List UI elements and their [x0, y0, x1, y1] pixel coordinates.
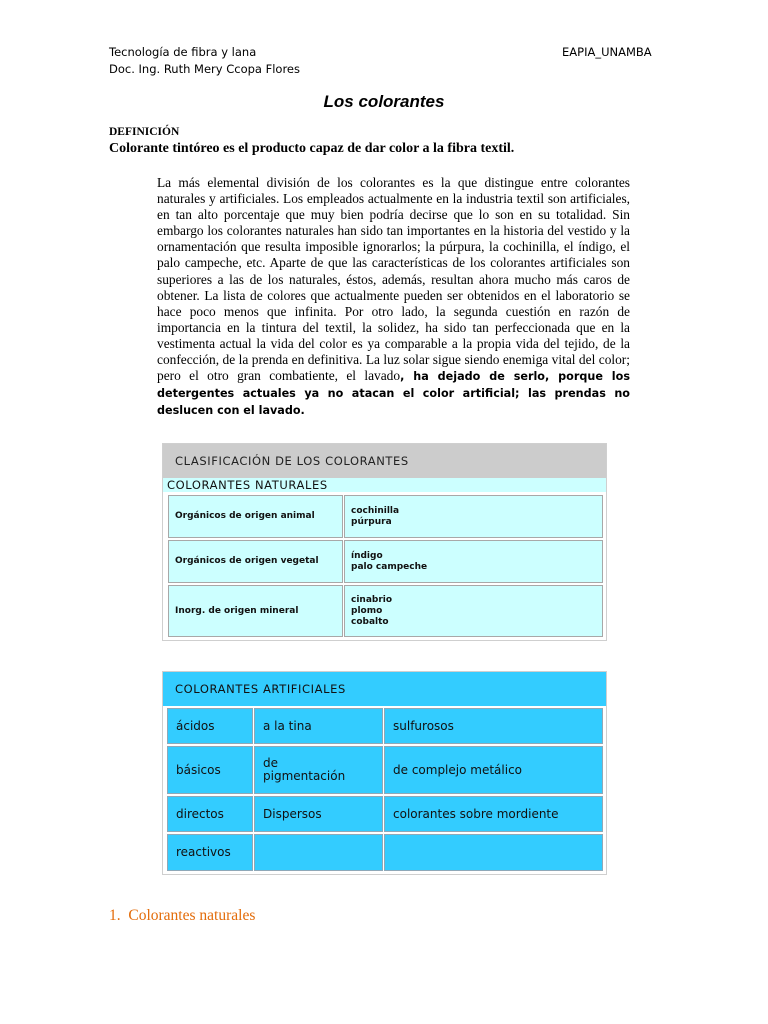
- table-row-label: [168, 495, 343, 538]
- table-cell: Dispersos: [254, 796, 383, 832]
- table-cell: [254, 834, 383, 871]
- definition-statement: Colorante tintóreo es el producto capaz de dar color a la fibra textil.: [109, 141, 515, 156]
- definition-heading: DEFINICIÓN: [109, 126, 180, 138]
- document-title: Los colorantes: [323, 92, 445, 111]
- item-text: púrpura: [351, 516, 392, 527]
- table-row-items: [344, 585, 603, 637]
- section-heading: [109, 907, 255, 925]
- table-cell: [384, 834, 603, 871]
- table-cell: reactivos: [167, 834, 253, 871]
- table-cell: sulfurosos: [384, 708, 603, 744]
- table-cell: de complejo metálico: [384, 746, 603, 794]
- section-number: 1.: [109, 907, 121, 924]
- table-row-label: [168, 585, 343, 637]
- table-row-label: [168, 540, 343, 583]
- table-row-items: [344, 495, 603, 538]
- paragraph-text: La más elemental división de los colorantes es la que distingue entre colorantes naturales y artificiales. Los empleados actualmente en la industria textil son artificiales, en tan alto porcentaje que muy bien podría decirse que lo son en su totalidad. Sin embargo los colorantes naturales han sido tan importantes en la historia del vestido y la ornamentación que resulta imposible ignorarlos; la púrpura, la cochinilla, el índigo, el palo campeche, etc. Aparte de que las características de los colorantes artificiales son superiores a las de los naturales, éstos, además, resultan ahora mucho más caros de obtener. La lista de colores que actualmente pueden ser obtenidos en el laboratorio se hace poco menos que infinita. Por otro lado, la segunda cuestión en razón de importancia en la tintura del textil, la solidez, ha sido tan perfeccionada que en la vestimenta actual la vida del color es ya comparable a la propia vida del tejido, de la confección, de la prenda en definitiva. La luz solar sigue siendo enemiga vital del color; pero el otro gran combatiente, el lavado: [157, 175, 630, 384]
- header-course-title: Tecnología de fibra y lana: [109, 45, 257, 59]
- section-title: Colorantes naturales: [128, 907, 256, 924]
- item-text: cochinilla: [351, 505, 400, 516]
- table-cell: de pigmentación: [254, 746, 383, 794]
- item-text: índigo: [351, 550, 383, 561]
- classification-header: CLASIFICACIÓN DE LOS COLORANTES: [163, 444, 606, 478]
- item-text: palo campeche: [351, 561, 428, 572]
- row-label-text: Orgánicos de origen vegetal: [175, 556, 319, 566]
- table-cell: directos: [167, 796, 253, 832]
- table-cell: a la tina: [254, 708, 383, 744]
- artificial-dyes-table: [162, 671, 607, 875]
- natural-dyes-table: [162, 443, 607, 641]
- intro-paragraph: [157, 175, 630, 419]
- item-text: cinabrio: [351, 594, 393, 605]
- paragraph-bold-tail: , ha dejado de serlo, porque los detergentes actuales ya no atacan el color artificial; las prendas no deslucen con el lavado.: [157, 370, 630, 418]
- table-cell: básicos: [167, 746, 253, 794]
- item-text: plomo: [351, 605, 383, 616]
- artificial-dyes-header: COLORANTES ARTIFICIALES: [163, 672, 606, 706]
- table-row-items: [344, 540, 603, 583]
- natural-dyes-subheader: COLORANTES NATURALES: [163, 478, 606, 492]
- header-institution: EAPIA_UNAMBA: [562, 45, 652, 59]
- table-cell: ácidos: [167, 708, 253, 744]
- header-author: Doc. Ing. Ruth Mery Ccopa Flores: [109, 62, 300, 76]
- item-text: cobalto: [351, 616, 389, 627]
- row-label-text: Inorg. de origen mineral: [175, 605, 299, 616]
- table-cell: colorantes sobre mordiente: [384, 796, 603, 832]
- row-label-text: Orgánicos de origen animal: [175, 511, 315, 521]
